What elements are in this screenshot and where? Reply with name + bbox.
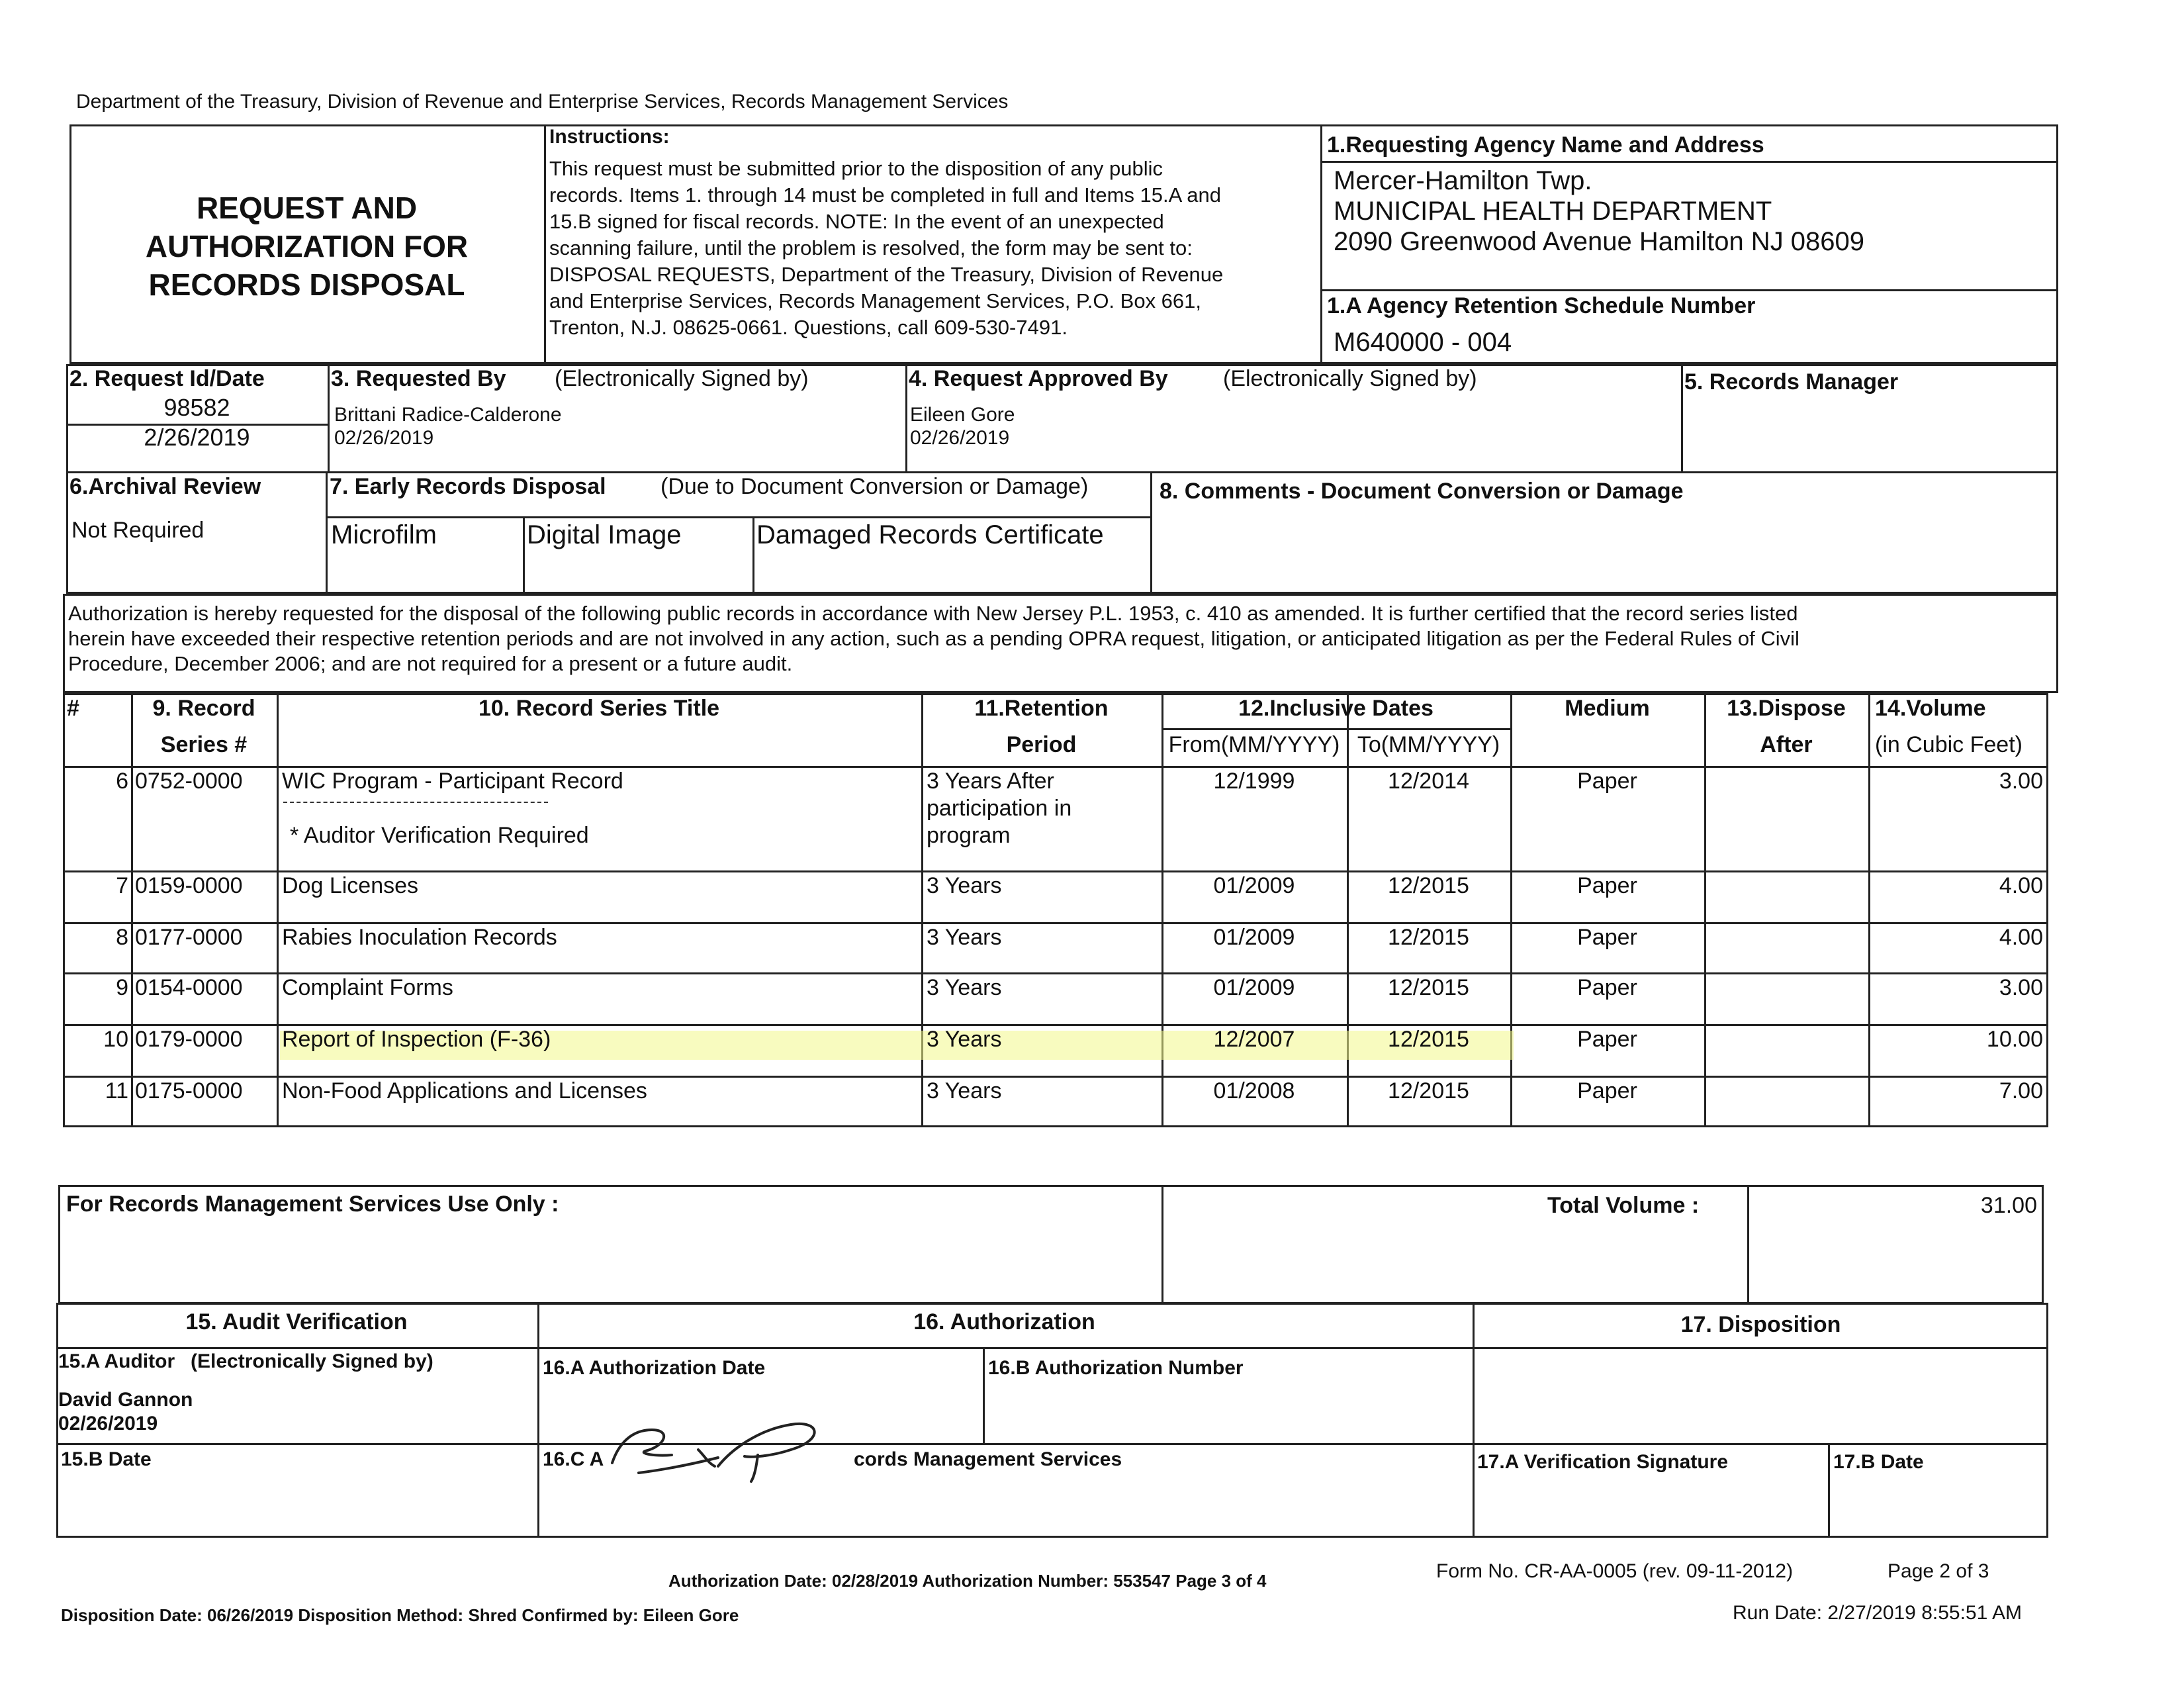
cell-retention: participation in — [927, 796, 1072, 821]
cell-volume: 3.00 — [1999, 975, 2043, 1000]
cell-title: Report of Inspection (F-36) — [282, 1027, 551, 1052]
cell-title: Non-Food Applications and Licenses — [282, 1078, 647, 1103]
disposition-date-label: 17.B Date — [1833, 1451, 1924, 1473]
footer-authorization-line: Authorization Date: 02/28/2019 Authorization Number: 553547 Page 3 of 4 — [668, 1571, 1267, 1591]
header-inclusive-dates: 12.Inclusive Dates — [1238, 696, 1433, 721]
cell-num: 8 — [116, 925, 128, 950]
header-num: # — [67, 696, 79, 721]
cell-to: 12/2014 — [1388, 769, 1469, 794]
cell-subnote: * Auditor Verification Required — [290, 823, 589, 848]
table-row-rule — [63, 870, 2048, 872]
table-row-rule — [63, 1024, 2048, 1026]
cell-medium: Paper — [1577, 1078, 1637, 1103]
cell-title: Dog Licenses — [282, 873, 419, 898]
instructions-text: This request must be submitted prior to the disposition of any public records. Items 1. through 14 must be completed in full and Items 15.A and 15.B signed for fiscal records. NOTE: In the event of an unexpected scanning failure, until the problem is resolved, the form may be sent to: DISPOSAL REQUESTS, Department of the Treasury, Division of Revenue and Enterprise Services, Records Management Services, P.O. Box 661, Trenton, N.J. 08625-0661. Questions, call 609-530-7491. — [549, 157, 1224, 339]
cell-retention: 3 Years — [927, 1078, 1002, 1103]
total-volume-label: Total Volume : — [1547, 1193, 1700, 1218]
auditor-note: (Electronically Signed by) — [191, 1350, 433, 1372]
requested-by-date: 02/26/2019 — [334, 427, 434, 449]
cell-retention: 3 Years — [927, 873, 1002, 898]
header-series-2: Series # — [160, 732, 248, 757]
cell-medium: Paper — [1577, 873, 1637, 898]
cell-volume: 3.00 — [1999, 769, 2043, 794]
archival-value: Not Required — [71, 518, 205, 543]
cell-series: 0175-0000 — [135, 1078, 243, 1103]
table-row-rule — [63, 766, 2048, 768]
table-column-rule — [1510, 693, 1512, 1127]
cell-volume: 4.00 — [1999, 925, 2043, 950]
cell-medium: Paper — [1577, 975, 1637, 1000]
authorization-text: Authorization is hereby requested for the disposal of the following public records in accordance with New Jersey P.L. 1953, c. 410 as amended. It is further certified that the record series listed herein have exceeded their respective retention periods and are not involved in any action, such as a pending OPRA request, litigation, or anticipated litigation as per the Federal Rules of Civil Procedure, December 2006; and are not required for a present or a future audit. — [68, 602, 1799, 675]
early-disposal-note: (Due to Document Conversion or Damage) — [660, 474, 1089, 499]
header-retention-2: Period — [1006, 732, 1077, 757]
request-id-label: 2. Request Id/Date — [69, 366, 265, 391]
cell-num: 10 — [103, 1027, 128, 1052]
cell-series: 0154-0000 — [135, 975, 243, 1000]
header-from: From(MM/YYYY) — [1168, 732, 1340, 757]
cell-title: Complaint Forms — [282, 975, 453, 1000]
header-dispose-2: After — [1760, 732, 1813, 757]
records-manager-label: 5. Records Manager — [1684, 369, 1899, 395]
authorization-number-label: 16.B Authorization Number — [988, 1357, 1244, 1379]
cell-num: 6 — [116, 769, 128, 794]
approved-by-label: 4. Request Approved By — [909, 366, 1168, 391]
instructions-heading: Instructions: — [549, 126, 670, 148]
handwritten-signature — [592, 1410, 857, 1483]
cell-series: 0159-0000 — [135, 873, 243, 898]
schedule-number: M640000 - 004 — [1334, 328, 1512, 357]
page-indicator: Page 2 of 3 — [1888, 1560, 1989, 1582]
approved-by-note: (Electronically Signed by) — [1223, 366, 1477, 391]
cell-retention: 3 Years — [927, 925, 1002, 950]
audit-header: 15. Audit Verification — [185, 1309, 408, 1335]
agency-label: 1.Requesting Agency Name and Address — [1327, 132, 1764, 158]
requested-by-label: 3. Requested By — [331, 366, 506, 391]
table-column-rule — [1161, 693, 1163, 1127]
cell-from: 01/2009 — [1213, 925, 1295, 950]
approved-by-date: 02/26/2019 — [910, 427, 1010, 449]
cell-num: 9 — [116, 975, 128, 1000]
requested-by-name: Brittani Radice-Calderone — [334, 404, 562, 426]
cell-from: 01/2009 — [1213, 873, 1295, 898]
header-title: 10. Record Series Title — [478, 696, 720, 721]
cell-volume: 4.00 — [1999, 873, 2043, 898]
header-volume: 14.Volume — [1875, 696, 1986, 721]
auditor-name: David Gannon — [58, 1389, 193, 1411]
request-id: 98582 — [163, 394, 230, 421]
cell-to: 12/2015 — [1388, 873, 1469, 898]
table-column-rule — [131, 693, 133, 1127]
cell-to: 12/2015 — [1388, 1078, 1469, 1103]
table-header-rule — [1161, 728, 1510, 730]
cell-volume: 10.00 — [1986, 1027, 2043, 1052]
table-column-rule — [921, 693, 923, 1127]
authorization-header: 16. Authorization — [913, 1309, 1095, 1335]
table-column-rule — [1704, 693, 1706, 1127]
header-series: 9. Record — [152, 696, 255, 721]
schedule-label: 1.A Agency Retention Schedule Number — [1327, 293, 1756, 318]
option-digital-image: Digital Image — [527, 520, 682, 549]
auditor-date: 02/26/2019 — [58, 1413, 158, 1434]
disposition-header: 17. Disposition — [1680, 1312, 1841, 1337]
cell-retention: 3 Years — [927, 975, 1002, 1000]
option-microfilm: Microfilm — [331, 520, 437, 549]
cell-from: 01/2009 — [1213, 975, 1295, 1000]
option-damaged-records: Damaged Records Certificate — [756, 520, 1104, 549]
form-number: Form No. CR-AA-0005 (rev. 09-11-2012) — [1436, 1560, 1794, 1582]
rms-label: For Records Management Services Use Only : — [66, 1192, 559, 1217]
cell-retention: program — [927, 823, 1011, 848]
cell-title: WIC Program - Participant Record — [282, 769, 623, 794]
audit-date-label: 15.B Date — [61, 1448, 152, 1470]
department-line: Department of the Treasury, Division of Revenue and Enterprise Services, Records Management Services — [76, 91, 1009, 113]
signoff-frame — [56, 1303, 2048, 1538]
table-column-rule — [1347, 693, 1349, 1127]
cell-series: 0752-0000 — [135, 769, 243, 794]
table-row-rule — [63, 1076, 2048, 1078]
cell-medium: Paper — [1577, 925, 1637, 950]
cell-retention: 3 Years — [927, 1027, 1002, 1052]
comments-label: 8. Comments - Document Conversion or Damage — [1160, 479, 1684, 504]
cell-num: 7 — [116, 873, 128, 898]
cell-from: 12/1999 — [1213, 769, 1295, 794]
agency-address: Mercer-Hamilton Twp. MUNICIPAL HEALTH DEPARTMENT 2090 Greenwood Avenue Hamilton NJ 08609 — [1334, 166, 1865, 256]
approved-by-name: Eileen Gore — [910, 404, 1015, 426]
cell-to: 12/2015 — [1388, 925, 1469, 950]
cell-volume: 7.00 — [1999, 1078, 2043, 1103]
cell-num: 11 — [105, 1078, 128, 1103]
header-dispose: 13.Dispose — [1727, 696, 1846, 721]
request-date: 2/26/2019 — [144, 424, 250, 451]
header-medium: Medium — [1565, 696, 1650, 721]
authorization-date-label: 16.A Authorization Date — [543, 1357, 766, 1379]
auditor-label: 15.A Auditor — [58, 1350, 175, 1372]
table-column-rule — [1868, 693, 1870, 1127]
header-to: To(MM/YYYY) — [1357, 732, 1500, 757]
requested-by-note: (Electronically Signed by) — [555, 366, 809, 391]
total-volume: 31.00 — [1980, 1193, 2037, 1218]
cell-from: 01/2008 — [1213, 1078, 1295, 1103]
cell-series: 0177-0000 — [135, 925, 243, 950]
cell-from: 12/2007 — [1213, 1027, 1295, 1052]
cell-retention: 3 Years After — [927, 769, 1054, 794]
cell-to: 12/2015 — [1388, 975, 1469, 1000]
header-volume-2: (in Cubic Feet) — [1875, 732, 2023, 757]
verification-signature-label: 17.A Verification Signature — [1477, 1451, 1728, 1473]
table-row-rule — [63, 972, 2048, 974]
subnote-divider — [283, 802, 548, 803]
table-frame — [63, 693, 2048, 1127]
archival-label: 6.Archival Review — [69, 474, 261, 499]
table-row-rule — [63, 922, 2048, 924]
cell-to: 12/2015 — [1388, 1027, 1469, 1052]
cell-title: Rabies Inoculation Records — [282, 925, 557, 950]
authorization-c-label-end: cords Management Services — [854, 1448, 1122, 1470]
early-disposal-label: 7. Early Records Disposal — [330, 474, 606, 499]
cell-medium: Paper — [1577, 769, 1637, 794]
cell-series: 0179-0000 — [135, 1027, 243, 1052]
cell-medium: Paper — [1577, 1027, 1637, 1052]
form-title: REQUEST AND AUTHORIZATION FOR RECORDS DISPOSAL — [145, 191, 469, 302]
run-date: Run Date: 2/27/2019 8:55:51 AM — [1733, 1602, 2022, 1624]
disposition-line: Disposition Date: 06/26/2019 Disposition Method: Shred Confirmed by: Eileen Gore — [61, 1605, 739, 1625]
table-column-rule — [277, 693, 279, 1127]
header-retention: 11.Retention — [974, 696, 1109, 721]
authorization-c-label-start: 16.C A — [543, 1448, 604, 1470]
